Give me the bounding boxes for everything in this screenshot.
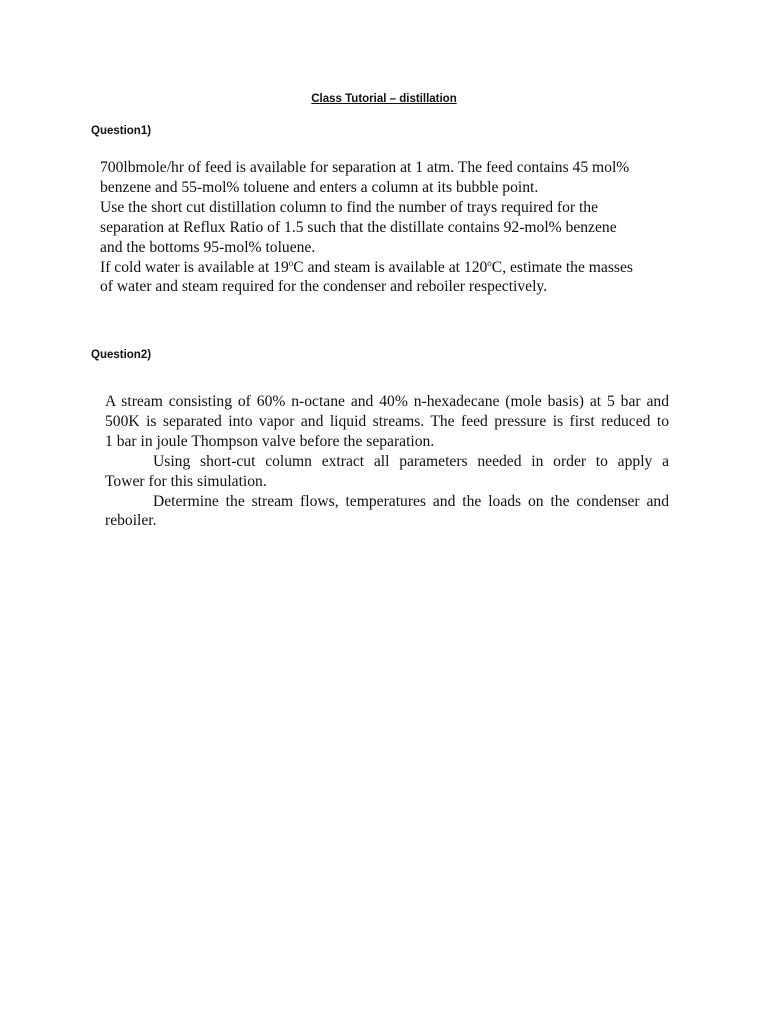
question1-line: of water and steam required for the condenser and reboiler respectively.: [100, 278, 548, 296]
question1-line: Use the short cut distillation column to find the number of trays required for the: [100, 198, 599, 216]
question1-line: [100, 258, 700, 278]
question2-line: A stream consisting of 60% n-octane and 40% n-hexadecane (mole basis) at 5 bar and: [105, 393, 669, 410]
question2-text: [105, 392, 669, 531]
question1-line: separation at Reflux Ratio of 1.5 such that the distillate contains 92-mol% benzene: [100, 218, 617, 236]
question2-line: Using short-cut column extract all parameters needed in order to apply a: [153, 452, 669, 470]
question2-label: Question2): [91, 349, 152, 361]
question2-line: 1 bar in joule Thompson valve before the separation.: [105, 432, 435, 450]
degree-superscript: o: [288, 257, 294, 268]
question1-label: Question1): [91, 125, 152, 137]
document-title: Class Tutorial – distillation: [311, 93, 457, 105]
text-fragment: C, estimate the masses: [491, 258, 633, 276]
text-fragment: C and steam is available at 120: [293, 258, 488, 276]
question1-line: benzene and 55-mol% toluene and enters a column at its bubble point.: [100, 178, 539, 196]
question1-text: [100, 158, 700, 297]
question2-line: Tower for this simulation.: [105, 472, 267, 490]
question2-line: Determine the stream flows, temperatures and the loads on the condenser and: [153, 492, 669, 510]
question2-line: 500K is separated into vapor and liquid streams. The feed pressure is first reduced to: [105, 412, 669, 430]
degree-superscript: o: [487, 257, 492, 268]
question2-line: reboiler.: [105, 512, 157, 530]
question1-line: and the bottoms 95-mol% toluene.: [100, 238, 316, 256]
text-fragment: If cold water is available at 19: [100, 258, 289, 276]
question1-line: 700lbmole/hr of feed is available for separation at 1 atm. The feed contains 45 mol%: [100, 159, 630, 176]
